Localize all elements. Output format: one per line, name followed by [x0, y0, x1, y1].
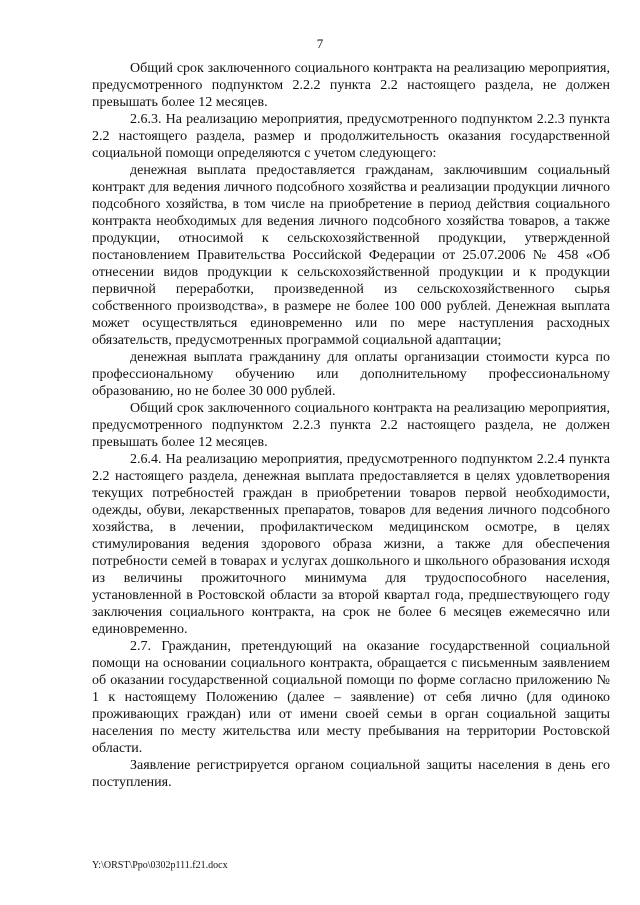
page-number: 7	[316, 36, 324, 51]
paragraph: Общий срок заключенного социального контракта на реализацию мероприятия, предусмотренного подпунктом 2.2.3 пункта 2.2 настоящего раздела, не должен превышать более 12 месяцев.	[92, 401, 610, 450]
paragraph: 2.6.3. На реализацию мероприятия, предусмотренного подпунктом 2.2.3 пункта 2.2 настоящего раздела, размер и продолжительность оказания государственной социальной помощи определяются с учетом следующего:	[92, 112, 610, 161]
paragraph: денежная выплата гражданину для оплаты организации стоимости курса по профессиональному обучению или дополнительному профессиональному образованию, но не более 30 000 рублей.	[92, 350, 610, 399]
paragraph: Заявление регистрируется органом социальной защиты населения в день его поступления.	[92, 758, 610, 790]
paragraph: 2.6.4. На реализацию мероприятия, предусмотренного подпунктом 2.2.4 пункта 2.2 настоящего раздела, денежная выплата предоставляется в целях удовлетворения текущих потребностей граждан в приобретении товаров первой необходимости, одежды, обуви, лекарственных препаратов, товаров для ведения личного подсобного хозяйства, в лечении, профилактическом медицинском осмотре, в целях стимулирования ведения здорового образа жизни, а также для обеспечения потребности семей в товарах и услугах дошкольного и школьного образования исходя из величины прожиточного минимума для трудоспособного населения, установленной в Ростовской области за второй квартал года, предшествующего году заключения социального контракта, на срок не более 6 месяцев ежемесячно или единовременно.	[92, 452, 610, 637]
document-body	[92, 60, 610, 791]
footer-file-path: Y:\ORST\Ppo\0302p111.f21.docx	[92, 860, 228, 871]
paragraph: 2.7. Гражданин, претендующий на оказание государственной социальной помощи на основании социального контракта, обращается с письменным заявлением об оказании государственной социальной помощи по форме согласно приложению № 1 к настоящему Положению (далее – заявление) от себя лично (для одиноко проживающих граждан) или от имени своей семьи в орган социальной защиты населения по месту жительства или месту пребывания на территории Ростовской области.	[92, 639, 610, 756]
paragraph: денежная выплата предоставляется гражданам, заключившим социальный контракт для ведения личного подсобного хозяйства и реализации продукции личного подсобного хозяйства, в том числе на приобретение в период действия социального контракта необходимых для ведения личного подсобного хозяйства товаров, а также продукции, относимой к сельскохозяйственной продукции, утвержденной постановлением Правительства Российской Федерации от 25.07.2006 № 458 «Об отнесении видов продукции к сельскохозяйственной продукции и к продукции первичной переработки, произведенной из сельскохозяйственного сырья собственного производства», в размере не более 100 000 рублей. Денежная выплата может осуществляться единовременно или по мере наступления расходных обязательств, предусмотренных программой социальной адаптации;	[92, 163, 610, 348]
paragraph: Общий срок заключенного социального контракта на реализацию мероприятия, предусмотренного подпунктом 2.2.2 пункта 2.2 настоящего раздела, не должен превышать более 12 месяцев.	[92, 61, 610, 110]
